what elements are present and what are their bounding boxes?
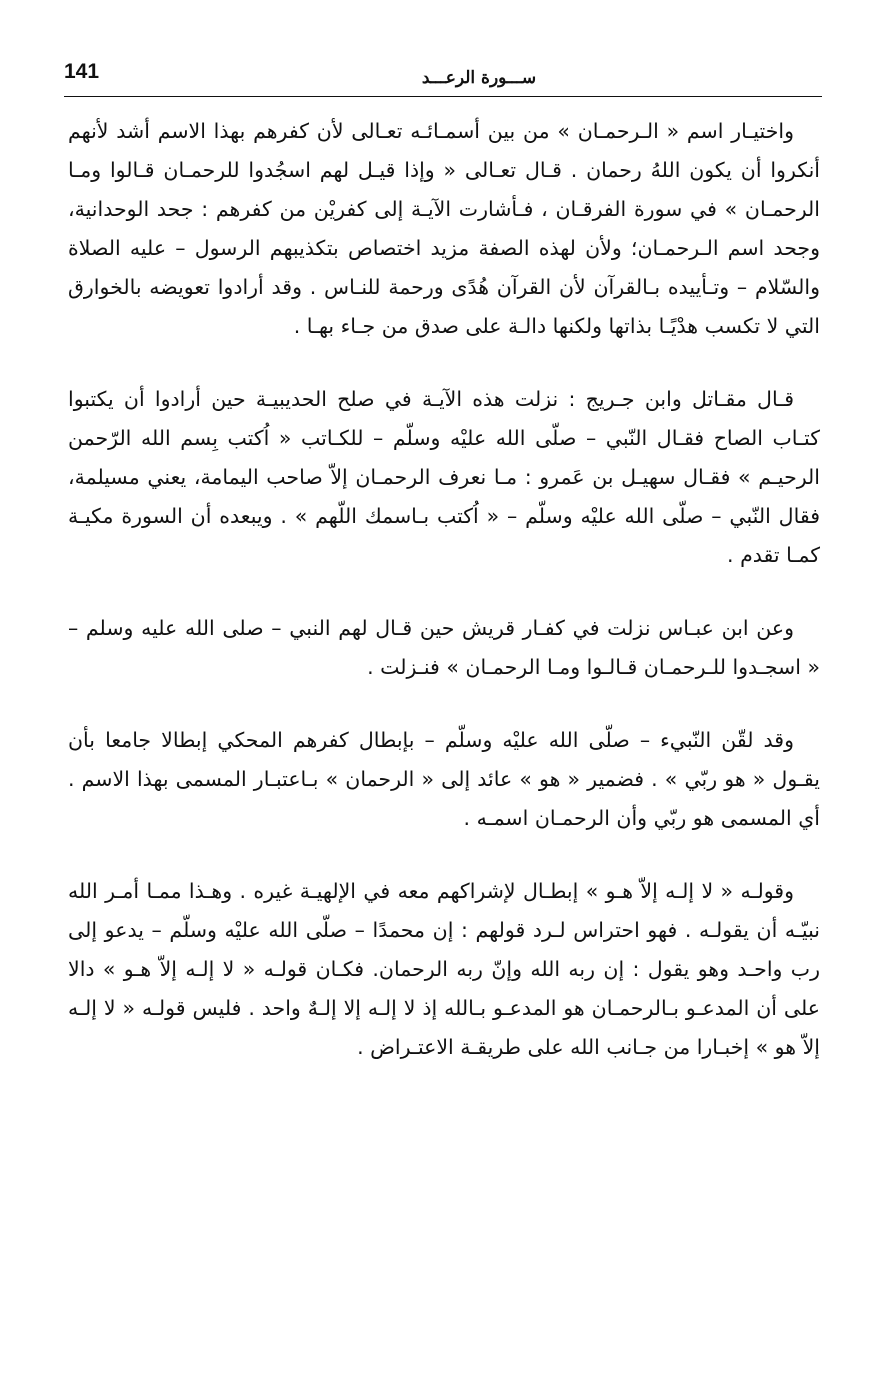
paragraph-3: وعن ابن عبـاس نزلت في كفـار قريش حين قـال لهم النبي – صلى الله عليه وسلم – « اسجـدوا للـرحمـان قـالـوا ومـا الرحمـان » فنـزلت .	[68, 616, 820, 679]
running-title: ســـورة الرعـــد	[421, 68, 537, 88]
page-number: 141	[64, 60, 100, 83]
body-text	[68, 112, 820, 1067]
paragraph-5: وقولـه « لا إلـه إلاّ هـو » إبطـال لإشراكهم معه في الإلهيـة غيره . وهـذا ممـا أمـر الله نبيّـه أن يقولـه . فهو احتراس لـرد قولهم : إن محمدًا – صلّى الله عليْه وسلّم – يدعو إلى رب واحـد وهو يقول : إن ربه الله وإنّ ربه الرحمان. فكـان قولـه « لا إلـه إلاّ هـو » دالا على أن المدعـو بـالرحمـان هو المدعـو بـالله إذ لا إلـه إلا إلـهٌ واحد . فليس قولـه « لا إلـه إلاّ هو » إخبـارا من جـانب الله على طريقـة الاعتـراض .	[68, 879, 820, 1059]
header-divider	[64, 96, 822, 97]
paragraph-2: قـال مقـاتل وابن جـريج : نزلت هذه الآيـة في صلح الحديبيـة حين أرادوا أن يكتبوا كتـاب الصاح فقـال النّبي – صلّى الله عليْه وسلّم – للكـاتب « اُكتب بِسم الله الرّحمن الرحيـم » فقـال سهيـل بن عَمرو : مـا نعرف الرحمـان إلاّ صاحب اليمامة، يعني مسيلمة، فقال النّبي – صلّى الله عليْه وسلّم – « اُكتب بـاسمك اللّهم » . ويبعده أن السورة مكيـة كمـا تقدم .	[68, 387, 820, 567]
page-header	[64, 58, 822, 100]
paragraph-4: وقد لقّن النّبيء – صلّى الله عليْه وسلّم – بإبطال كفرهم المحكي إبطالا جامعا بأن يقـول « هو ربّي » . فضمير « هو » عائد إلى « الرحمان » بـاعتبـار المسمى بهذا الاسم . أي المسمى هو ربّي وأن الرحمـان اسمـه .	[68, 728, 820, 830]
paragraph-1: واختيـار اسم « الـرحمـان » من بين أسمـائـه تعـالى لأن كفرهم بهذا الاسم أشد لأنهم أنكروا أن يكون اللهُ رحمان . قـال تعـالى « وإذا قيـل لهم اسجُدوا للرحمـان قـالوا ومـا الرحمـان » في سورة الفرقـان ، فـأشارت الآيـة إلى كفريْن من كفرهم : جحد الوحدانية، وجحد اسم الـرحمـان؛ ولأن لهذه الصفة مزيد اختصاص بتكذيبهم الرسول – عليه الصلاة والسّلام – وتـأييده بـالقرآن لأن القرآن هُدًى ورحمة للنـاس . وقد أرادوا تعويضه بالخوارق التي لا تكسب هدْيًـا بذاتها ولكنها دالـة على صدق من جـاء بهـا .	[68, 119, 820, 338]
